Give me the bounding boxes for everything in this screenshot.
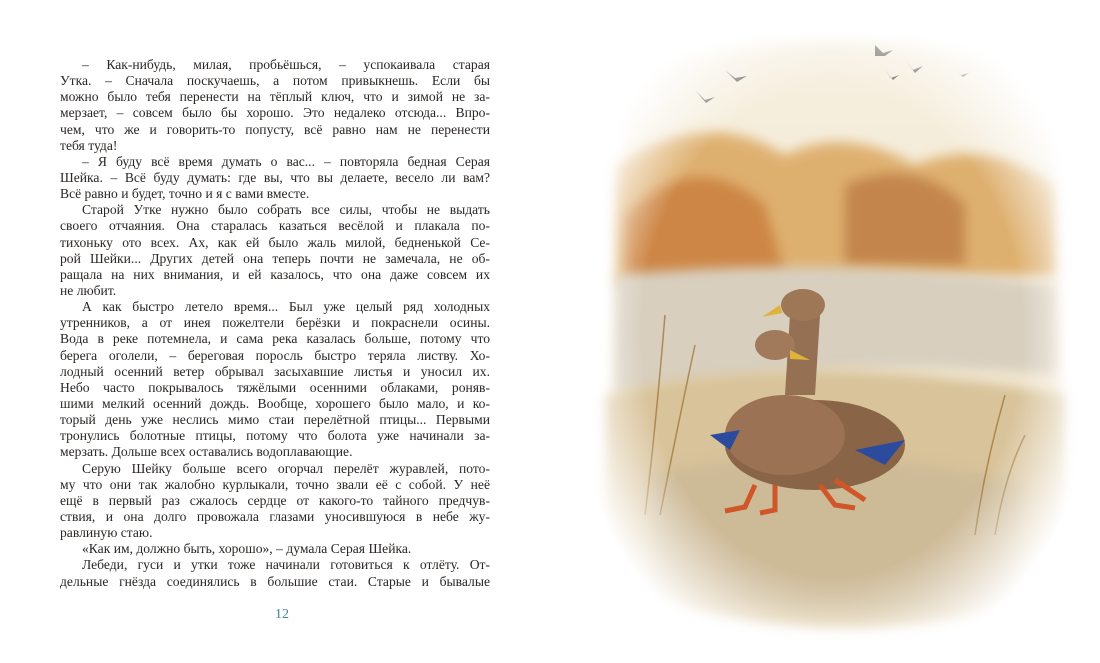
text-line: рой Шейки... Других детей она теперь почти не замечала, не об- — [60, 250, 490, 266]
text-line: мерзать. Дольше всех оставались водоплавающие. — [60, 444, 353, 460]
text-line: «Как им, должно быть, хорошо», – думала Серая Шейка. — [82, 541, 412, 557]
text-line: Утка. – Сначала поскучаешь, а потом привыкнешь. Если бы — [60, 73, 490, 89]
text-line: можно было тебя перенести на тёплый ключ, что и зимой не за- — [60, 89, 490, 105]
text-line: дельные гнёзда соединялись в большие стаи. Старые и бывалые — [60, 573, 490, 589]
text-line: не любит. — [60, 282, 117, 298]
text-line: шими мелкий осенний дождь. Вообще, хорошего было мало, и ко- — [60, 395, 490, 411]
text-line: Вода в реке потемнела, и сама река казалась больше, потому что — [60, 331, 490, 347]
text-line: Старой Утке нужно было собрать все силы, чтобы не выдать — [82, 202, 490, 218]
text-line: берега оголели, – береговая поросль быстро теряла листву. Хо- — [60, 347, 490, 363]
text-line: лодный осенний ветер обрывал засыхавшие листья и уносил их. — [60, 363, 490, 379]
text-line: торый день уже неслись мимо стаи перелётной птицы... Первыми — [60, 412, 490, 428]
text-line: своего отчаяния. Она старалась казаться весёлой и плакала по- — [60, 218, 490, 234]
text-line: – Как-нибудь, милая, пробьёшься, – успокаивала старая — [82, 57, 490, 72]
text-line: утренников, а от инея пожелтели берёзки и покраснели осины. — [60, 315, 490, 331]
text-line: ещё в первый раз сжалось сердце от какого-то тайного предчув- — [60, 492, 490, 508]
text-line: Лебеди, гуси и утки тоже начинали готовиться к отлёту. От- — [82, 557, 490, 573]
text-line: тронулись болотные птицы, потому что болота уже начинали за- — [60, 428, 490, 444]
text-line: Небо часто покрывалось тяжёлыми осенними облаками, роняв- — [60, 379, 490, 395]
text-line: му что они так жалобно курлыкали, точно звали её с собой. У неё — [60, 476, 490, 492]
text-line: тебя туда! — [60, 137, 118, 153]
text-line: Серую Шейку больше всего огорчал перелёт журавлей, пото- — [82, 460, 490, 476]
story-text — [60, 57, 490, 590]
text-line: Шейка. – Всё буду думать: где вы, что вы делаете, весело ли вам? — [60, 169, 490, 185]
text-line: мерзает, – совсем было бы хорошо. Это недалеко отсюда... Впро- — [60, 105, 490, 121]
text-line: тихоньку ото всех. Ах, как ей было жаль милой, бедненькой Се- — [60, 234, 490, 250]
text-line: А как быстро летело время... Был уже целый ряд холодных — [82, 299, 490, 315]
text-line: – Я буду всё время думать о вас... – повторяла бедная Серая — [82, 153, 490, 169]
text-line: ствия, и она долго провожала глазами уносившуюся в небе жу- — [60, 508, 490, 524]
text-line: Всё равно и будет, точно и я с вами вместе. — [60, 186, 310, 202]
page-number: 12 — [275, 607, 289, 622]
text-line: равлиную стаю. — [60, 525, 153, 541]
text-line: ращала на них внимания, и ей казалось, что она даже совсем их — [60, 266, 490, 282]
text-line: чем, что же и говорить-то попусту, всё равно нам не перенести — [60, 121, 490, 137]
illustration-ducks-autumn-river — [585, 15, 1080, 650]
